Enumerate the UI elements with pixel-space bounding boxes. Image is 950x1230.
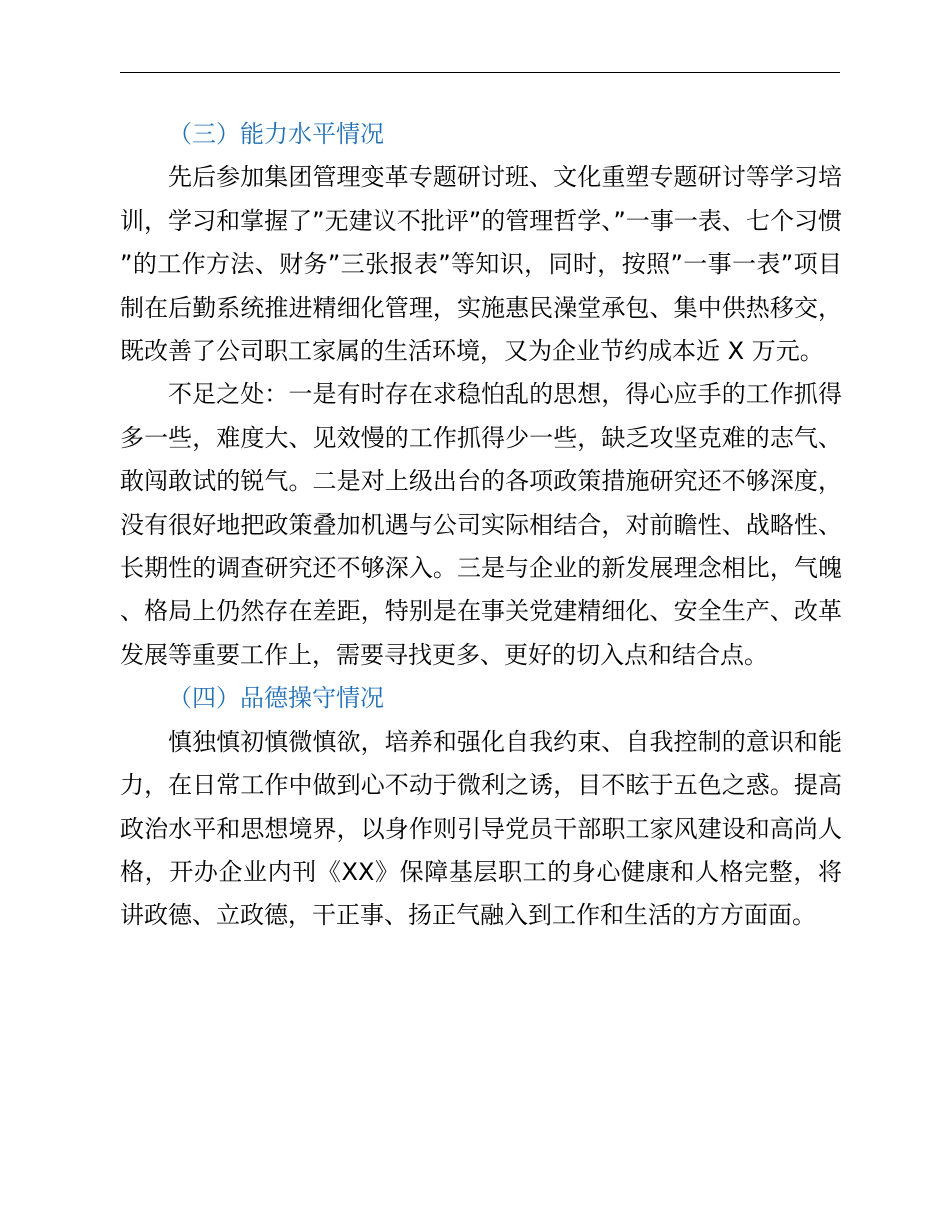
header-rule <box>120 72 840 73</box>
section-heading-ability: （三）能力水平情况 <box>168 120 384 148</box>
paragraph-integrity-summary: 慎独慎初慎微慎欲，培养和强化自我约束、自我控制的意识和能力，在日常工作中做到心不动于微利之诱，目不眩于五色之惑。提高政治水平和思想境界，以身作则引导党员干部职工家风建设和高尚人格，开办企业内刊《XX》保障基层职工的身心健康和人格完整，将讲政德、立政德，干正事、扬正气融入到工作和生活的方方面面。 <box>120 727 842 930</box>
paragraph-ability-summary: 先后参加集团管理变革专题研讨班、文化重塑专题研讨等学习培训，学习和掌握了”无建议不批评”的管理哲学、”一事一表、七个习惯”的工作方法、财务”三张报表”等知识，同时，按照”一事一表”项目制在后勤系统推进精细化管理，实施惠民澡堂承包、集中供热移交，既改善了公司职工家属的生活环境，又为企业节约成本近 X 万元。 <box>120 163 842 366</box>
paragraph-ability-shortcomings: 不足之处：一是有时存在求稳怕乱的思想，得心应手的工作抓得多一些，难度大、见效慢的工作抓得少一些，缺乏攻坚克难的志气、敢闯敢试的锐气。二是对上级出台的各项政策措施研究还不够深度，没有很好地把政策叠加机遇与公司实际相结合，对前瞻性、战略性、长期性的调查研究还不够深入。三是与企业的新发展理念相比，气魄、格局上仍然存在差距，特别是在事关党建精细化、安全生产、改革发展等重要工作上，需要寻找更多、更好的切入点和结合点。 <box>120 380 842 669</box>
section-heading-integrity: （四）品德操守情况 <box>168 684 384 713</box>
document-body <box>120 113 842 938</box>
